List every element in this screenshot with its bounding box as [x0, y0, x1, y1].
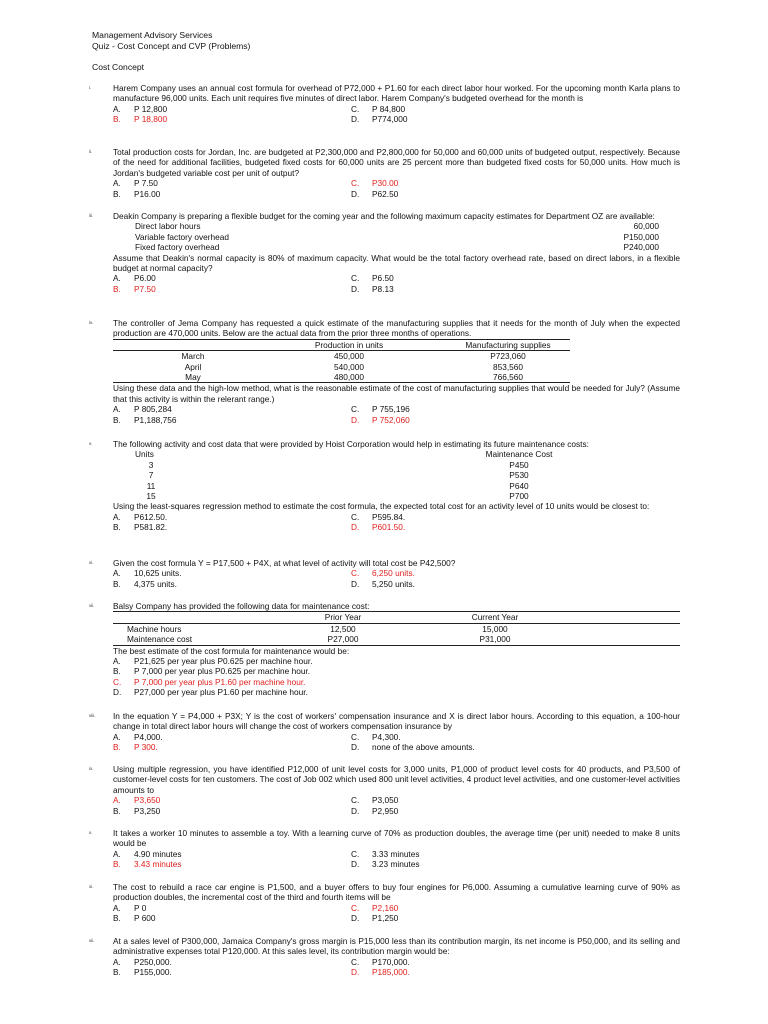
option-c[interactable]: C. P 755,196 — [351, 404, 410, 415]
option-a[interactable]: A. 10,625 units. — [113, 568, 182, 579]
question-number: iv. — [89, 320, 94, 325]
table-row: 11 P640 — [146, 480, 529, 491]
question-number: xii. — [89, 938, 95, 943]
option-d-correct[interactable]: D. P601.50. — [351, 522, 406, 533]
question-stem: Balsy Company has provided the following data for maintenance cost: — [113, 601, 370, 611]
option-b[interactable]: B. P1,188,756 — [113, 414, 177, 425]
question-number: vii. — [89, 603, 95, 608]
option-b[interactable]: B. P 600 — [113, 913, 156, 924]
options-row — [113, 178, 680, 188]
question-stem: At a sales level of P300,000, Jamaica Company's gross margin is P15,000 less than its contribution margin, its net income is P50,000, and its selling and administrative expenses total P120,000. At this sales level, its contribution margin would be: — [113, 936, 680, 957]
table-row: Variable factory overhead P150,000 — [135, 231, 659, 242]
option-a[interactable]: A. P 7.50 — [113, 178, 158, 189]
table-row: 3 P450 — [148, 459, 529, 470]
option-d[interactable]: D. 5,250 units. — [351, 578, 415, 589]
question-5 — [89, 439, 680, 533]
question-stem: Deakin Company is preparing a flexible budget for the coming year and the following maximum capacity estimates for Department OZ are available: — [113, 211, 655, 221]
option-c-correct[interactable]: C. 6,250 units. — [351, 568, 415, 579]
question-number: v. — [89, 441, 93, 446]
question-11 — [89, 882, 680, 924]
option-a[interactable]: A. P 12,800 — [113, 103, 168, 114]
option-a[interactable]: A. P 0 — [113, 902, 147, 913]
options-row — [113, 104, 680, 114]
option-b[interactable]: B. P581.82. — [113, 522, 168, 533]
option-d[interactable]: D. none of the above amounts. — [351, 742, 475, 753]
table-row: May 480,000 766,560 — [185, 371, 523, 382]
option-b-correct[interactable]: B. P 300. — [113, 742, 158, 753]
options-row — [113, 568, 680, 578]
option-a[interactable]: A. P6.00 — [113, 273, 156, 284]
options-row — [113, 522, 680, 532]
options-row — [113, 404, 680, 414]
question-1 — [89, 83, 680, 125]
question-stem-continued: The best estimate of the cost formula for maintenance would be: — [113, 645, 350, 656]
option-c-correct[interactable]: C. P2,160 — [351, 902, 399, 913]
question-stem: Total production costs for Jordan, Inc. are budgeted at P2,300,000 and P2,800,000 for 50,000 and 60,000 units of budgeted output, respectively. Because of the need for additional facilities, budgeted fixed costs for 60,000 units are 25 percent more than budgeted fixed costs for 50,000 units. How much is Jordan's budgeted variable cost per unit of output? — [113, 147, 680, 178]
question-number: i. — [89, 85, 92, 90]
question-10 — [89, 828, 680, 870]
option-d[interactable]: D. P62.50 — [351, 188, 399, 199]
question-stem-continued: Using these data and the high-low method, what is the reasonable estimate of the cost of manufacturing supplies that would be needed for July? (Assume that this activity is within the relerant range.) — [113, 383, 680, 404]
options-row — [113, 114, 680, 124]
question-stem: Given the cost formula Y = P17,500 + P4X, at what level of activity will total cost be P42,500? — [113, 558, 456, 568]
option-b-correct[interactable]: B. P7.50 — [113, 283, 156, 294]
options-row — [113, 795, 680, 805]
question-stem: Using multiple regression, you have identified P12,000 of unit level costs for 3,000 units, P1,000 of product level costs for 40 products, and P3,500 of customer-level costs for ten customers. The cost of Job 002 which used 800 unit level activities, 4 product level activities, and one customer-level activities amounts to — [113, 764, 680, 795]
options-row — [113, 806, 680, 816]
options-row — [113, 415, 680, 425]
table-header-row: Units Maintenance Cost — [135, 449, 553, 460]
course-title: Management Advisory Services — [92, 30, 213, 40]
question-number: ix. — [89, 766, 94, 771]
option-d[interactable]: D. P774,000 — [351, 114, 408, 125]
option-d[interactable]: D. P2,950 — [351, 805, 399, 816]
options-row — [113, 957, 680, 967]
table-row: Maintenance cost P27,000 P31,000 — [127, 634, 511, 645]
table-row: April 540,000 853,560 — [184, 361, 523, 372]
options-row — [113, 284, 680, 294]
table-row: 15 P700 — [146, 490, 529, 501]
option-a[interactable]: A. P250,000. — [113, 956, 172, 967]
options-row — [113, 732, 680, 742]
table-row: March 450,000 P723,060 — [181, 351, 526, 362]
table-header-row: Prior Year Current Year — [324, 612, 519, 623]
option-a[interactable]: A. P4,000. — [113, 731, 163, 742]
option-d[interactable]: D. 3.23 minutes — [351, 859, 420, 870]
question-3 — [89, 211, 680, 294]
option-d-correct[interactable]: D. P185,000. — [351, 967, 410, 978]
option-c-correct[interactable]: C. P30.00 — [351, 178, 399, 189]
options-row — [113, 273, 680, 283]
question-number: vi. — [89, 560, 94, 565]
question-number: viii. — [89, 713, 96, 718]
option-b[interactable]: B. 4,375 units. — [113, 578, 177, 589]
option-a-correct[interactable]: A. P3,650 — [113, 795, 161, 806]
section-title: Cost Concept — [92, 62, 145, 72]
option-c[interactable]: C. P 84,800 — [351, 103, 406, 114]
option-d[interactable]: D. P1,250 — [351, 913, 399, 924]
options-row — [113, 913, 680, 923]
question-stem-continued: Assume that Deakin's normal capacity is 80% of maximum capacity. What would be the total factory overhead rate, based on direct labors, in a flexible budget at normal capacity? — [113, 252, 680, 273]
question-4 — [89, 318, 680, 425]
options-row — [113, 859, 680, 869]
question-stem-continued: Using the least-squares regression method to estimate the cost formula, the expected total cost for an activity level of 10 units would be closest to: — [113, 501, 650, 512]
question-stem: The controller of Jema Company has requested a quick estimate of the manufacturing supplies that it needs for the month of July when the expected production are 470,000 units. Below are the actual data from the prior three months of operations. — [113, 318, 680, 339]
option-c[interactable]: C. P6.50 — [351, 273, 394, 284]
options-row — [113, 849, 680, 859]
question-2 — [89, 147, 680, 199]
question-stem: The cost to rebuild a race car engine is P1,500, and a buyer offers to buy four engines for P6,000. Assuming a cumulative learning curve of 90% as production doubles, the incremental cost of the third and fourth items will be — [113, 882, 680, 903]
option-a[interactable]: A. P21,625 per year plus P0.625 per machine hour. — [113, 655, 313, 666]
option-a[interactable]: A. 4.90 minutes — [113, 848, 182, 859]
options-row — [113, 189, 680, 199]
question-6 — [89, 558, 680, 589]
option-c-correct[interactable]: C. P 7,000 per year plus P1.60 per machine hour. — [113, 676, 306, 687]
options-row — [113, 967, 680, 977]
question-8 — [89, 711, 680, 753]
option-b[interactable]: B. P16.00 — [113, 188, 161, 199]
question-stem: It takes a worker 10 minutes to assemble a toy. With a learning curve of 70% as production doubles, the average time (per unit) needed to make 8 units would be — [113, 828, 680, 849]
question-number: iii. — [89, 213, 94, 218]
options-row — [113, 903, 680, 913]
option-b-correct[interactable]: B. P 18,800 — [113, 114, 168, 125]
question-stem: In the equation Y = P4,000 + P3X; Y is the cost of workers' compensation insurance and X is direct labor hours. According to this equation, a 100-hour change in total direct labor hours will change the cost of workers compensation insurance by — [113, 711, 680, 732]
option-a[interactable]: A. P 805,284 — [113, 404, 172, 415]
option-b[interactable]: B. P 7,000 per year plus P0.625 per machine hour. — [113, 666, 311, 677]
question-number: x. — [89, 830, 93, 835]
option-c[interactable]: C. P170,000. — [351, 956, 410, 967]
table-row: Direct labor hours 60,000 — [135, 221, 659, 232]
question-stem: The following activity and cost data that were provided by Hoist Corporation would help in estimating its future maintenance costs: — [113, 439, 589, 449]
option-b-correct[interactable]: B. 3.43 minutes — [113, 859, 182, 870]
options-row — [113, 512, 680, 522]
table-header-row: Production in units Manufacturing supplies — [314, 339, 551, 350]
options-row — [113, 742, 680, 752]
option-c[interactable]: C. P3,050 — [351, 795, 399, 806]
table-row: Machine hours 12,500 15,000 — [127, 623, 508, 634]
option-d-correct[interactable]: D. P 752,060 — [351, 414, 410, 425]
option-c[interactable]: C. P595.84. — [351, 511, 406, 522]
table-row: 7 P530 — [148, 470, 529, 481]
question-9 — [89, 764, 680, 816]
option-d[interactable]: D. P8.13 — [351, 283, 394, 294]
quiz-title: Quiz - Cost Concept and CVP (Problems) — [92, 41, 251, 51]
option-c[interactable]: C. P4,300. — [351, 731, 401, 742]
question-7 — [89, 601, 680, 698]
question-stem: Harem Company uses an annual cost formula for overhead of P72,000 + P1.60 for each direct labor hour worked. For the upcoming month Karla plans to manufacture 96,000 units. Each unit requires five minutes of direct labor. Harem Company's budgeted overhead for the month is — [113, 83, 680, 104]
question-number: xi. — [89, 884, 94, 889]
question-number: ii. — [89, 149, 93, 154]
question-12 — [89, 936, 680, 978]
table-row: Fixed factory overhead P240,000 — [135, 242, 659, 253]
option-b[interactable]: B. P3,250 — [113, 805, 161, 816]
option-d[interactable]: D. P27,000 per year plus P1.60 per machine hour. — [113, 687, 308, 698]
option-b[interactable]: B. P155,000. — [113, 967, 172, 978]
options-row — [113, 579, 680, 589]
option-c[interactable]: C. 3.33 minutes — [351, 848, 420, 859]
option-a[interactable]: A. P612.50. — [113, 511, 168, 522]
